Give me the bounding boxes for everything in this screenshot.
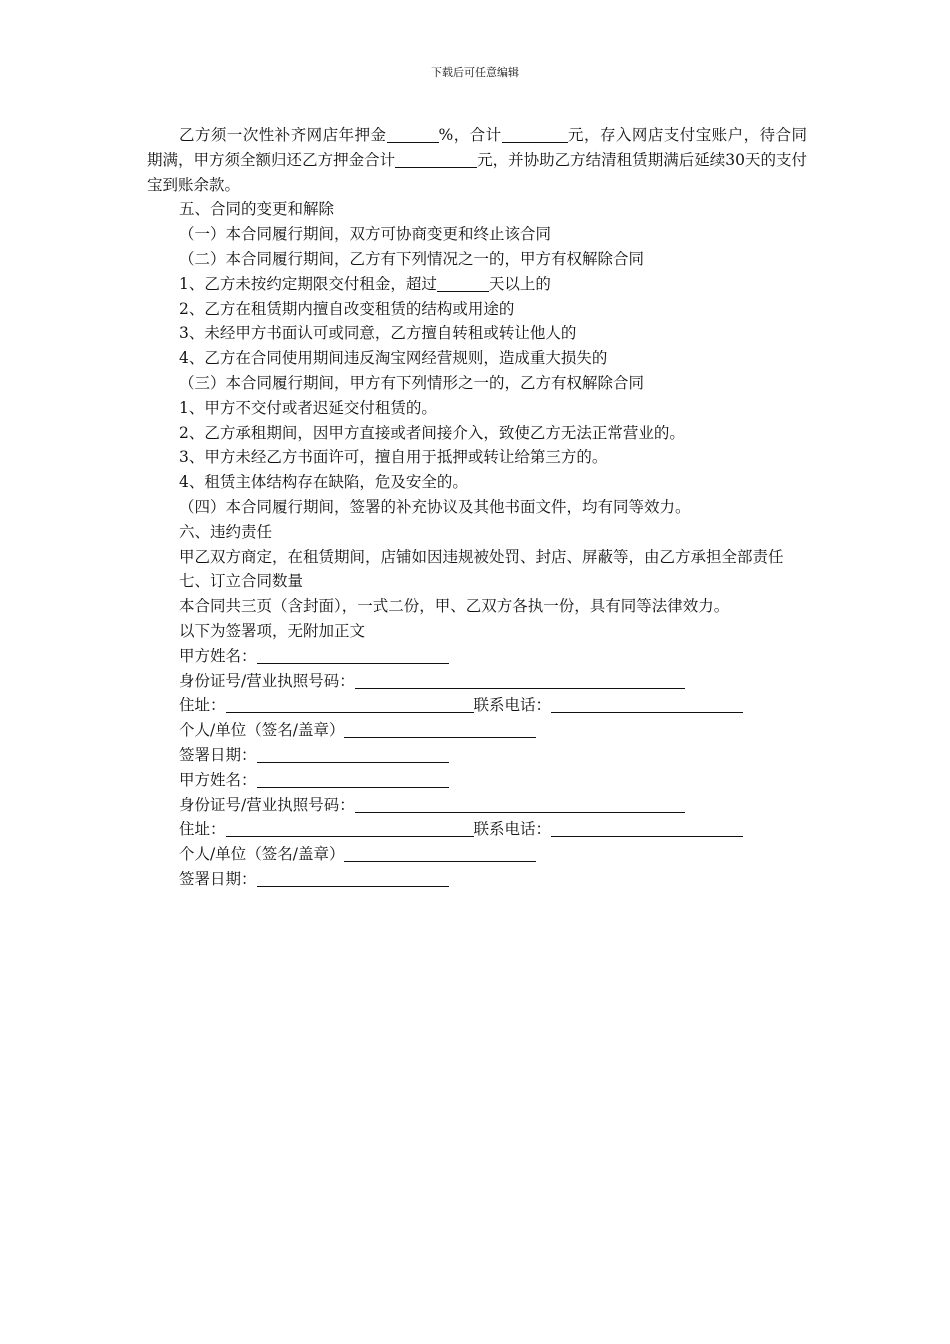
party-2-phone-label: 联系电话： <box>473 820 552 839</box>
party-2-phone-field[interactable] <box>551 818 743 837</box>
party-a-date-row <box>147 743 807 768</box>
section-5-title: 五、合同的变更和解除 <box>179 200 335 219</box>
party-a-address-field[interactable] <box>226 694 474 713</box>
section-5-item-4: （四）本合同履行期间，签署的补充协议及其他书面文件，均有同等效力。 <box>179 497 691 516</box>
section-5-item-1: （一）本合同履行期间，双方可协商变更和终止该合同 <box>179 225 552 244</box>
party-2-name-field[interactable] <box>257 769 449 788</box>
overdue-text-end: 天以上的 <box>488 274 551 293</box>
party-2-id-label: 身份证号/营业执照号码： <box>179 795 355 814</box>
contract-body <box>147 123 807 892</box>
deposit-text-1: 乙方须一次性补齐网店年押金 <box>179 126 387 144</box>
party-a-id-row <box>147 669 807 694</box>
section-5-item-3-1: 1、甲方不交付或者迟延交付租赁的。 <box>179 398 437 417</box>
party-a-address-row <box>147 693 807 718</box>
party-a-address-label: 住址： <box>179 696 226 715</box>
section-5-item-3-3: 3、甲方未经乙方书面许可，擅自用于抵押或转让给第三方的。 <box>179 448 608 467</box>
party-a-name-field[interactable] <box>257 645 449 664</box>
party-a-seal-field[interactable] <box>344 719 536 738</box>
party-a-name-label: 甲方姓名： <box>179 646 257 665</box>
party-a-seal-label: 个人/单位（签名/盖章） <box>179 721 345 740</box>
party-a-date-label: 签署日期： <box>179 745 257 764</box>
party-a-date-field[interactable] <box>257 744 449 763</box>
party-a-name-row <box>147 644 807 669</box>
section-7-title: 七、订立合同数量 <box>179 572 304 591</box>
party-2-address-row <box>147 817 807 842</box>
page-header: 下载后可任意编辑 <box>431 66 519 79</box>
party-2-date-row <box>147 867 807 892</box>
section-5-item-2-2: 2、乙方在租赁期内擅自改变租赁的结构或用途的 <box>179 299 515 318</box>
deposit-text-4: 元，并协助乙方结清租赁期满后延续30天的支付宝到账余款。 <box>147 150 807 194</box>
party-2-name-label: 甲方姓名： <box>179 770 257 789</box>
deposit-percent-blank[interactable] <box>387 124 439 143</box>
party-2-date-label: 签署日期： <box>179 869 257 888</box>
section-5-item-3-4: 4、租赁主体结构存在缺陷，危及安全的。 <box>179 473 468 492</box>
section-5-item-2-1 <box>147 272 807 297</box>
party-2-seal-label: 个人/单位（签名/盖章） <box>179 845 345 864</box>
section-5-item-3: （三）本合同履行期间，甲方有下列情形之一的，乙方有权解除合同 <box>179 373 645 392</box>
party-2-address-label: 住址： <box>179 820 226 839</box>
party-a-seal-row <box>147 718 807 743</box>
party-2-id-row <box>147 793 807 818</box>
party-a-phone-label: 联系电话： <box>473 696 552 715</box>
signature-intro: 以下为签署项，无附加正文 <box>179 621 366 640</box>
section-7-body: 本合同共三页（含封面），一式二份，甲、乙双方各执一份，具有同等法律效力。 <box>179 597 730 616</box>
deposit-amount-blank[interactable] <box>502 124 568 143</box>
party-a-id-label: 身份证号/营业执照号码： <box>179 671 355 690</box>
party-a-id-field[interactable] <box>355 670 685 689</box>
section-5-item-2: （二）本合同履行期间，乙方有下列情况之一的，甲方有权解除合同 <box>179 249 645 268</box>
section-6-title: 六、违约责任 <box>179 522 273 541</box>
deposit-return-blank[interactable] <box>395 149 477 168</box>
section-5-item-2-4: 4、乙方在合同使用期间违反淘宝网经营规则，造成重大损失的 <box>179 349 608 368</box>
party-a-phone-field[interactable] <box>551 694 743 713</box>
party-2-name-row <box>147 768 807 793</box>
deposit-text-2: %，合计 <box>438 126 502 144</box>
overdue-days-blank[interactable] <box>437 273 489 292</box>
deposit-text-3: 元，存入网店支付宝账户，待合同期满，甲方须全额归还乙方押金合计 <box>147 126 807 169</box>
party-2-date-field[interactable] <box>257 868 449 887</box>
party-2-id-field[interactable] <box>355 794 685 813</box>
section-5-item-2-3: 3、未经甲方书面认可或同意，乙方擅自转租或转让他人的 <box>179 324 577 343</box>
overdue-text: 1、乙方未按约定期限交付租金，超过 <box>179 274 437 293</box>
party-2-address-field[interactable] <box>226 818 474 837</box>
deposit-paragraph <box>147 123 807 197</box>
section-5-item-3-2: 2、乙方承租期间，因甲方直接或者间接介入，致使乙方无法正常营业的。 <box>179 423 685 442</box>
section-6-body: 甲乙双方商定，在租赁期间，店铺如因违规被处罚、封店、屏蔽等，由乙方承担全部责任 <box>179 547 784 566</box>
party-2-seal-row <box>147 842 807 867</box>
party-2-seal-field[interactable] <box>344 843 536 862</box>
